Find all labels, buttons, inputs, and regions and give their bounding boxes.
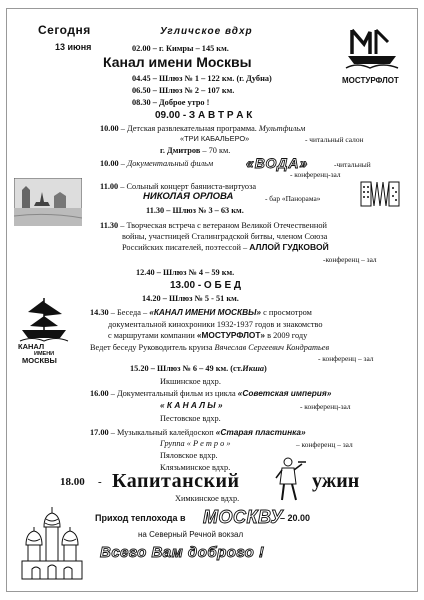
farewell-text: Всего Вам доброго ! [100,544,265,561]
company-name: МОСТУРФЛОТ [342,76,399,85]
meal-label: - О Б Е Д [197,280,242,291]
place: - бар «Панорама» [265,194,321,203]
cycle-title: «Советская империя» [237,388,332,398]
reservoir-name: Угличское вдхр [160,26,253,37]
waiter-icon [272,456,306,502]
dash: - [98,476,102,488]
group-name: Группа « Р е т р о » [160,439,231,448]
logo-line1: КАНАЛ [18,342,45,351]
painting-image [14,178,82,226]
cathedral-icon [18,505,86,583]
program-title: «Старая пластинка» [215,427,306,437]
talk-title: «КАНАЛ ИМЕНИ МОСКВЫ» [149,307,262,317]
event-text: в 2009 году [267,331,308,340]
time: 17.00 [90,428,109,437]
film-title: «ТРИ КАБАЛЬЕРО» [180,134,250,143]
event-text: ) [264,364,267,373]
today-label: Сегодня [38,23,91,37]
event-text: – Творческая встреча с ветераном Великой Отечественной [120,221,327,230]
time: 14.20 [142,294,161,303]
time: 13.00 [170,280,196,291]
event-text: с просмотром [263,308,312,317]
event-text: – Документальный фильм из цикла [110,389,236,398]
date: 13 июня [55,42,92,52]
event-text: документальной кинохроники 1932-1937 годов и знакомство [108,320,323,329]
event-text: – Шлюз № 6 – 49 км. (ст. [150,364,243,373]
time: 11.30 [146,206,165,215]
reservoir-name: Клязьминское вдхр. [160,463,231,472]
place: -конференц – зал [323,255,377,264]
event-text: – Сольный концерт баяниста-виртуоза [120,182,257,191]
time: 10.00 [100,124,119,133]
performer-name: НИКОЛАЯ ОРЛОВА [143,191,234,202]
station-text: на Северный Речной вокзал [138,530,244,539]
time: 06.50 [132,86,151,95]
city-name: МОСКВУ [203,507,284,527]
place: - читальный салон [305,135,364,144]
time: 11.30 [100,221,119,230]
time: 09.00 [155,110,181,121]
event-text: – Доброе утро ! [152,98,210,107]
reservoir-name: Пестовское вдхр. [160,414,221,423]
dinner-title: ужин [312,470,360,492]
guest-name: АЛЛОЙ ГУДКОВОЙ [249,242,329,252]
reservoir-name: Пяловское вдхр. [160,451,218,460]
place: - конференц-зал [300,402,351,411]
canal-ship-logo [16,296,72,342]
event-text: – Детская развлекательная программа. [120,124,257,133]
place: - конференц – зал [318,354,374,363]
host-name: Вячеслав Сергеевич Кондратьев [214,343,330,352]
mosturflot-logo [342,24,402,72]
time: 08.30 [132,98,151,107]
time: 15.20 [130,364,149,373]
event-text: – Беседа – [110,308,148,317]
time: 18.00 [60,476,85,488]
event-text: с маршрутами компании [108,331,195,340]
town-name: г. Дмитров [160,146,201,155]
arrival-text: Приход теплохода в [95,513,186,523]
time: 16.00 [90,389,109,398]
time: 10.00 [100,159,119,168]
film-title: « К А Н А Л Ы » [160,400,223,410]
event-text: – Шлюз № 4 – 59 км. [156,268,235,277]
reservoir-name: Икшинское вдхр. [160,377,221,386]
meal-label: - З А В Т Р А К [182,110,253,121]
event-text: – Шлюз № 3 – 63 км. [166,206,244,215]
event-text: – Шлюз № 5 - 51 км. [162,294,239,303]
film-title: «ВОДА» [246,155,309,171]
reservoir-name: Химкинское вдхр. [175,494,240,503]
time: 12.40 [136,268,155,277]
event-text: – Шлюз № 2 – 107 км. [152,86,235,95]
event-text: – г. Кимры – 145 км. [152,44,229,53]
dinner-title: Капитанский [112,470,240,492]
event-text: – Музыкальный калейдоскоп [110,428,214,437]
time: 04.45 [132,74,151,83]
place: – конференц – зал [296,440,353,449]
time: 02.00 [132,44,151,53]
place: - конференц-зал [290,170,341,179]
event-text: войны, участницей Сталинградской битвы, членом Союза [122,232,328,241]
km-mark: – 70 км. [202,146,231,155]
arrival-time: – 20.00 [280,513,311,523]
time: 11.00 [100,182,119,191]
event-text: – Документальный фильм [120,159,214,168]
logo-line3: МОСКВЫ [22,356,57,365]
time: 14.30 [90,308,109,317]
event-genre: Мультфильм [258,124,306,133]
event-text: Российских писателей, поэтессой – [122,243,248,252]
place: -читальный [334,160,371,169]
logo-line2: ИМЕНИ [34,351,55,357]
accordion-icon [360,178,400,210]
station-name: Икша [242,364,264,373]
route-title: Канал имени Москвы [103,54,252,70]
event-text: – Шлюз № 1 – 122 км. (г. Дубна) [152,74,272,83]
event-text: Ведет беседу Руководитель круиза [90,343,213,352]
company-mention: «МОСТУРФЛОТ» [196,330,266,340]
